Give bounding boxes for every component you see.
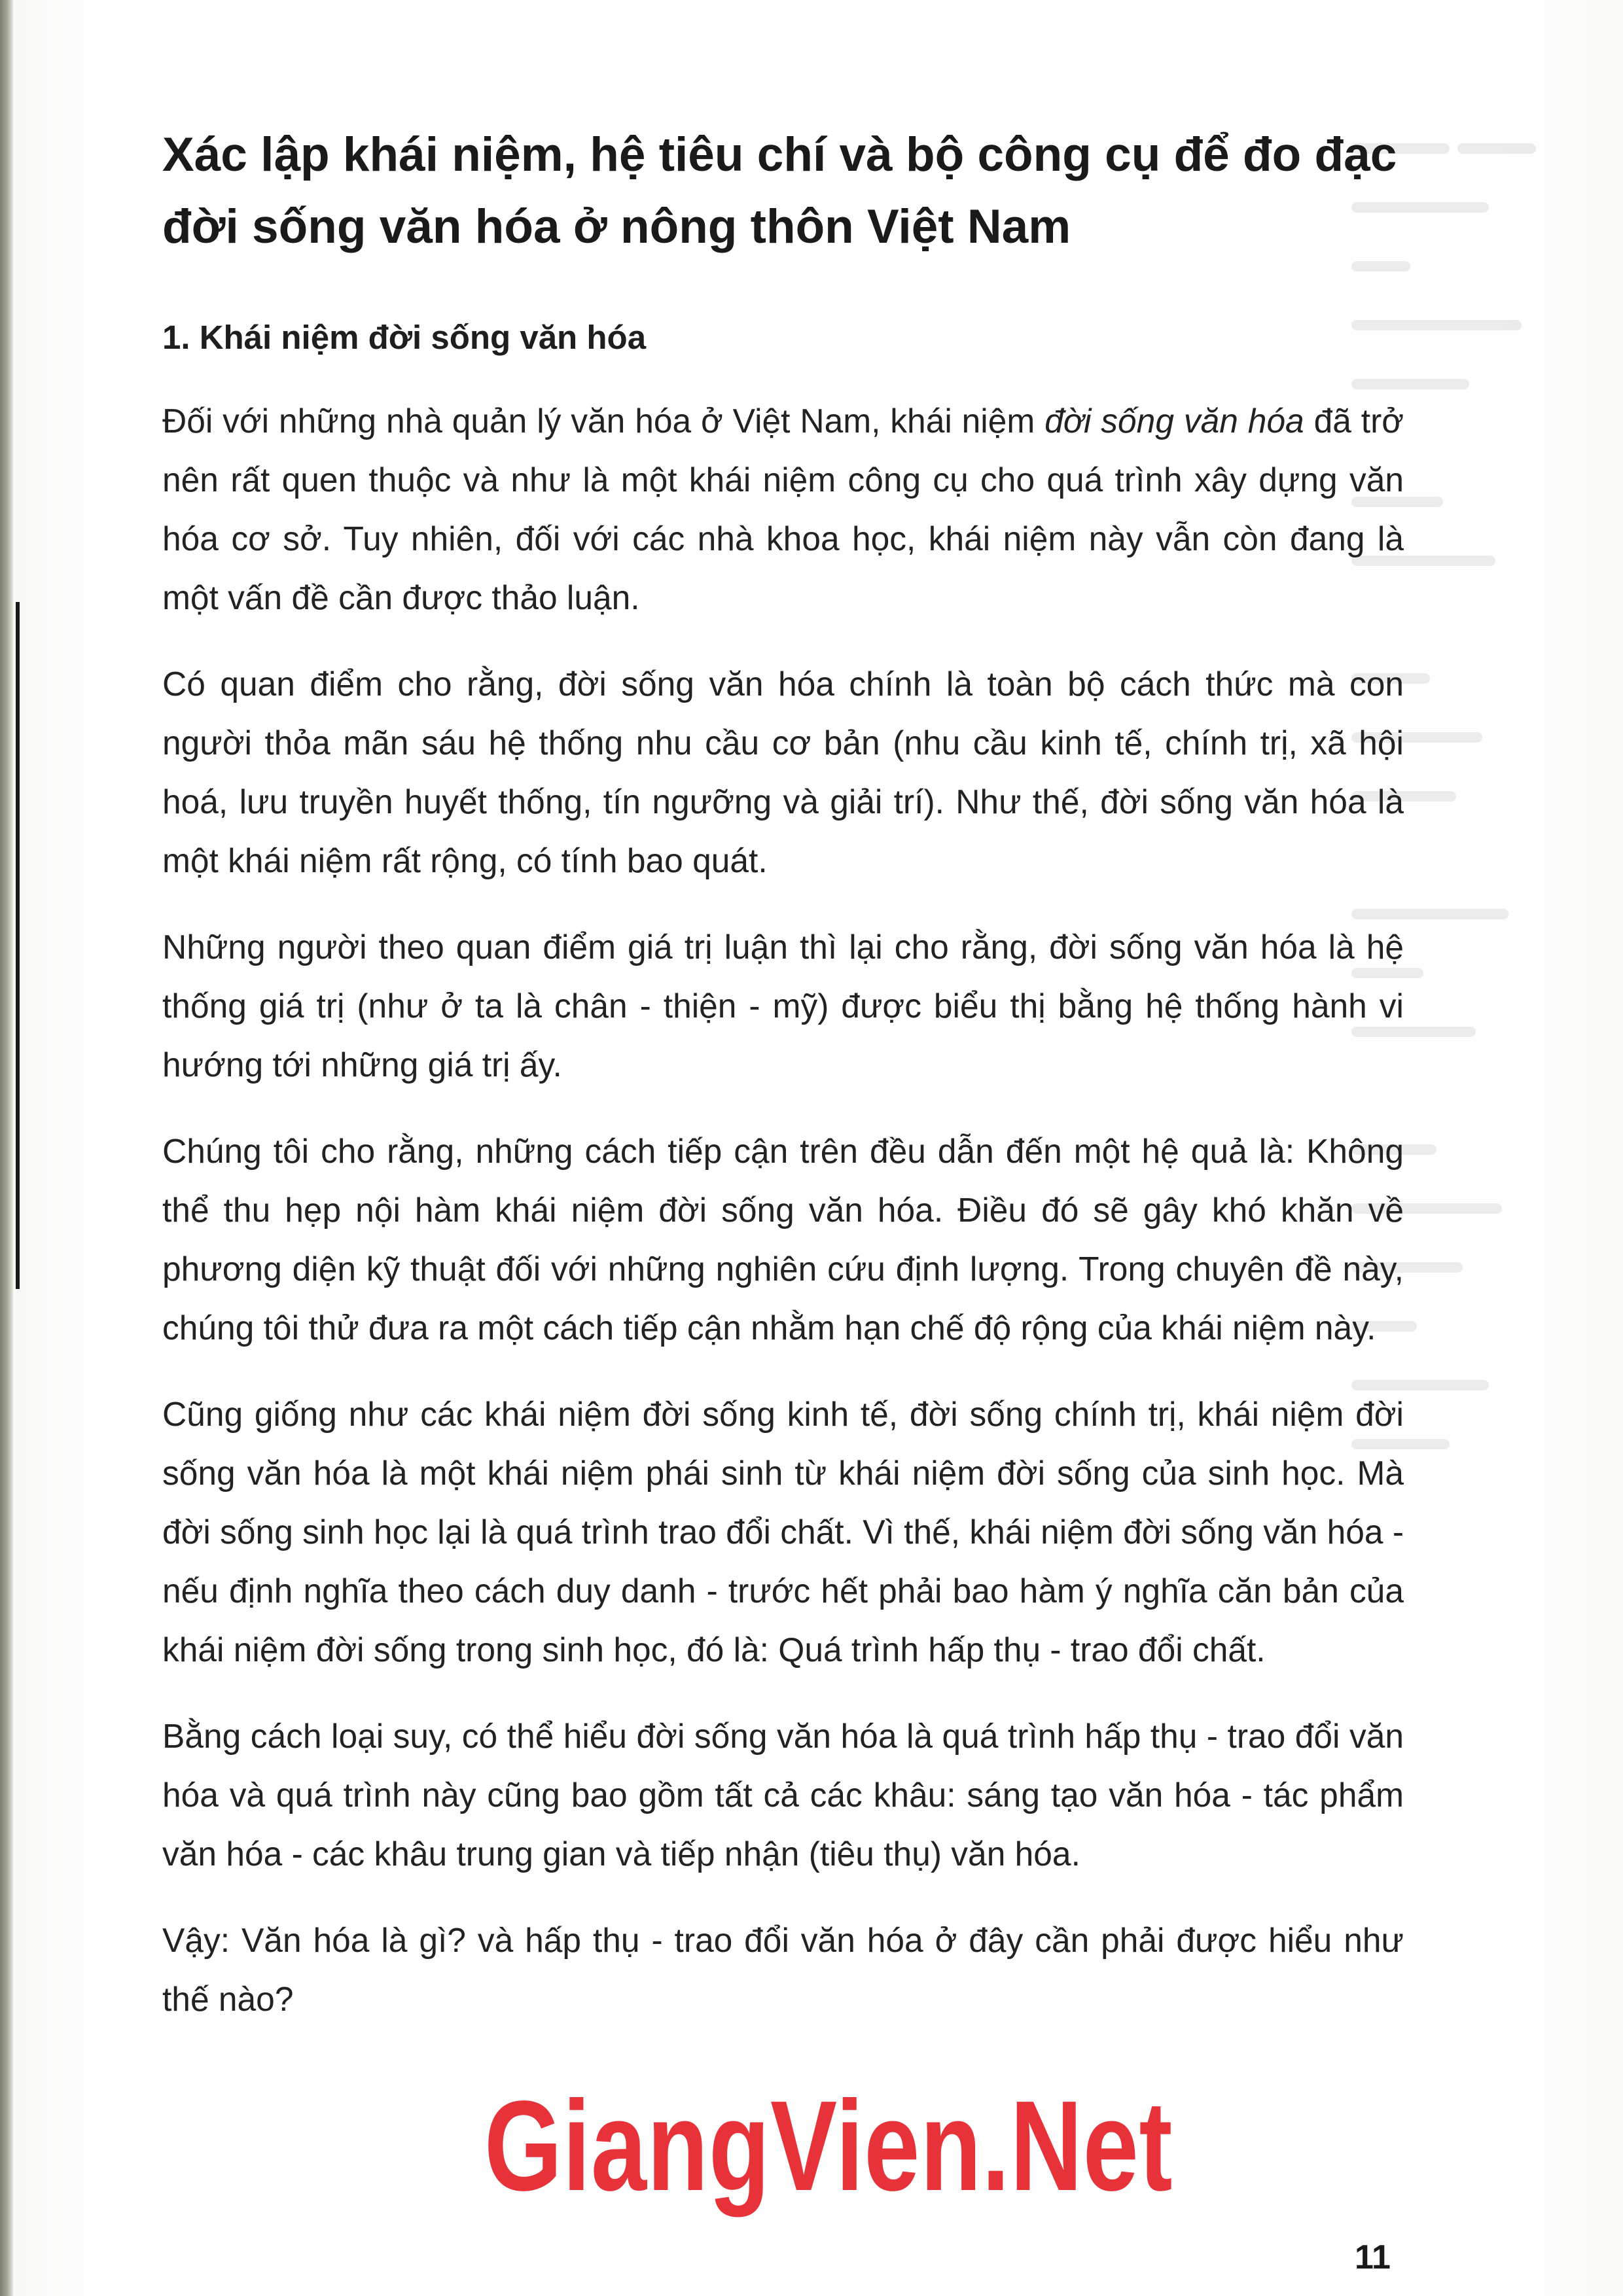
paragraph-4: Chúng tôi cho rằng, những cách tiếp cận trên đều dẫn đến một hệ quả là: Không thể thu hẹp nội hàm khái niệm đời sống văn hóa. Điều đó sẽ gây khó khăn về phương diện kỹ thuật đối với những nghiên cứu định lượng. Trong chuyên đề này, chúng tôi thử đưa ra một cách tiếp cận nhằm hạn chế độ rộng của khái niệm này. — [162, 1132, 1404, 1347]
paragraph-1-emphasis: đời sống văn hóa — [1044, 402, 1304, 440]
page-content — [162, 119, 1404, 2028]
scan-edge-mark — [16, 602, 20, 1289]
paragraph-1-rest: đã trở nên rất quen thuộc và như là một khái niệm công cụ cho quá trình xây dựng văn hóa cơ sở. Tuy nhiên, đối với các nhà khoa học, khái niệm này vẫn còn đang là một vấn đề cần được thảo luận. — [162, 402, 1404, 616]
paragraph-3: Những người theo quan điểm giá trị luận thì lại cho rằng, đời sống văn hóa là hệ thống giá trị (như ở ta là chân - thiện - mỹ) được biểu thị bằng hệ thống hành vi hướng tới những giá trị ấy. — [162, 928, 1404, 1084]
paragraph-2: Có quan điểm cho rằng, đời sống văn hóa chính là toàn bộ cách thức mà con người thỏa mãn sáu hệ thống nhu cầu cơ bản (nhu cầu kinh tế, chính trị, xã hội hoá, lưu truyền huyết thống, tín ngưỡng và giải trí). Như thế, đời sống văn hóa là một khái niệm rất rộng, có tính bao quát. — [162, 665, 1404, 879]
section-heading: 1. Khái niệm đời sống văn hóa — [162, 319, 647, 356]
paragraph-5: Cũng giống như các khái niệm đời sống kinh tế, đời sống chính trị, khái niệm đời sống văn hóa là một khái niệm phái sinh từ khái niệm đời sống của sinh học. Mà đời sống sinh học lại là quá trình trao đổi chất. Vì thế, khái niệm đời sống văn hóa - nếu định nghĩa theo cách duy danh - trước hết phải bao hàm ý nghĩa căn bản của khái niệm đời sống trong sinh học, đó là: Quá trình hấp thụ - trao đổi chất. — [162, 1395, 1404, 1669]
book-binding-edge — [0, 0, 13, 2296]
paragraph-1-lead: Đối với những nhà quản lý văn hóa ở Việt Nam, khái niệm — [162, 402, 1045, 440]
page-number: 11 — [1355, 2238, 1391, 2276]
site-watermark: GiangVien.Net — [484, 2074, 1173, 2217]
paragraph-6: Bằng cách loại suy, có thể hiểu đời sống văn hóa là quá trình hấp thụ - trao đổi văn hóa và quá trình này cũng bao gồm tất cả các khâu: sáng tạo văn hóa - tác phẩm văn hóa - các khâu trung gian và tiếp nhận (tiêu thụ) văn hóa. — [162, 1717, 1404, 1873]
paragraph-7: Vậy: Văn hóa là gì? và hấp thụ - trao đổi văn hóa ở đây cần phải được hiểu như thế nào? — [162, 1921, 1404, 2018]
chapter-title: Xác lập khái niệm, hệ tiêu chí và bộ công cụ để đo đạc đời sống văn hóa ở nông thôn Việt Nam — [162, 128, 1397, 253]
paragraph-1 — [162, 391, 1404, 627]
